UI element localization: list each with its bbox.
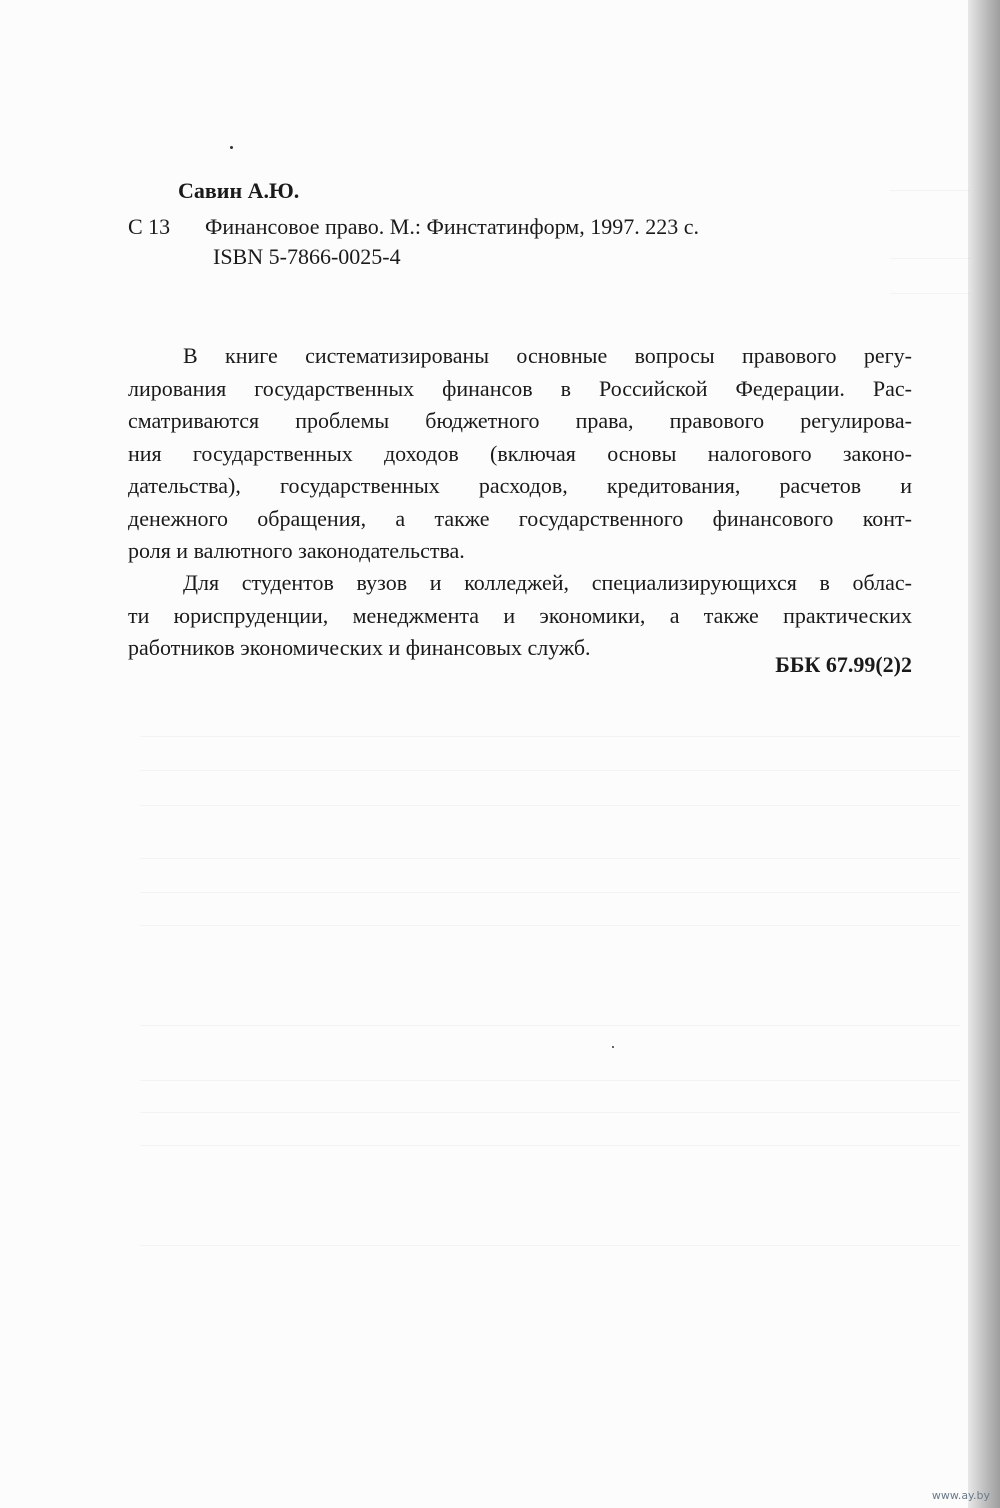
catalog-code: С 13 [128,214,171,239]
bleed-through-line [140,1080,960,1081]
bleed-through-line [140,736,960,737]
speck [612,1046,614,1048]
bleed-through-line [140,770,960,771]
text-line: ти юриспруденции, менеджмента и экономики, а также практических [128,602,912,628]
isbn: ISBN 5-7866-0025-4 [213,244,401,269]
bleed-through-line [140,1025,960,1026]
text-line: лирования государственных финансов в Российской Федерации. Рас- [128,375,912,401]
text-line: В книге систематизированы основные вопросы правового регу- [183,343,912,368]
bleed-through-line [890,190,970,191]
abstract-paragraph-1 [128,340,912,568]
bleed-through-line [140,925,960,926]
text-line: ния государственных доходов (включая основы налогового законо- [128,440,912,466]
text-line: дательства), государственных расходов, кредитования, расчетов и [128,473,912,498]
text-line: денежного обращения, а также государственного финансового конт- [128,505,912,531]
author-name: Савин А.Ю. [178,178,300,203]
bleed-through-line [140,858,960,859]
bleed-through-line [140,805,960,806]
page-edge-shadow [968,0,1000,1508]
bbk-classification: ББК 67.99(2)2 [775,652,912,677]
book-title-line: Финансовое право. М.: Финстатинформ, 1997. 223 с. [205,214,699,239]
text-line: сматриваются проблемы бюджетного права, правового регулирова- [128,408,912,433]
text-line: Для студентов вузов и колледжей, специализирующихся в облас- [183,570,912,595]
text-line: работников экономических и финансовых служб. [128,635,591,660]
speck [230,146,233,149]
text-line: роля и валютного законодательства. [128,538,465,563]
watermark: www.ay.by [931,1489,990,1502]
bleed-through-line [140,1245,960,1246]
abstract-paragraph-2 [128,567,912,665]
bleed-through-line [890,258,970,259]
bleed-through-line [140,892,960,893]
bleed-through-line [140,1145,960,1146]
bleed-through-line [890,293,970,294]
bleed-through-line [140,1112,960,1113]
